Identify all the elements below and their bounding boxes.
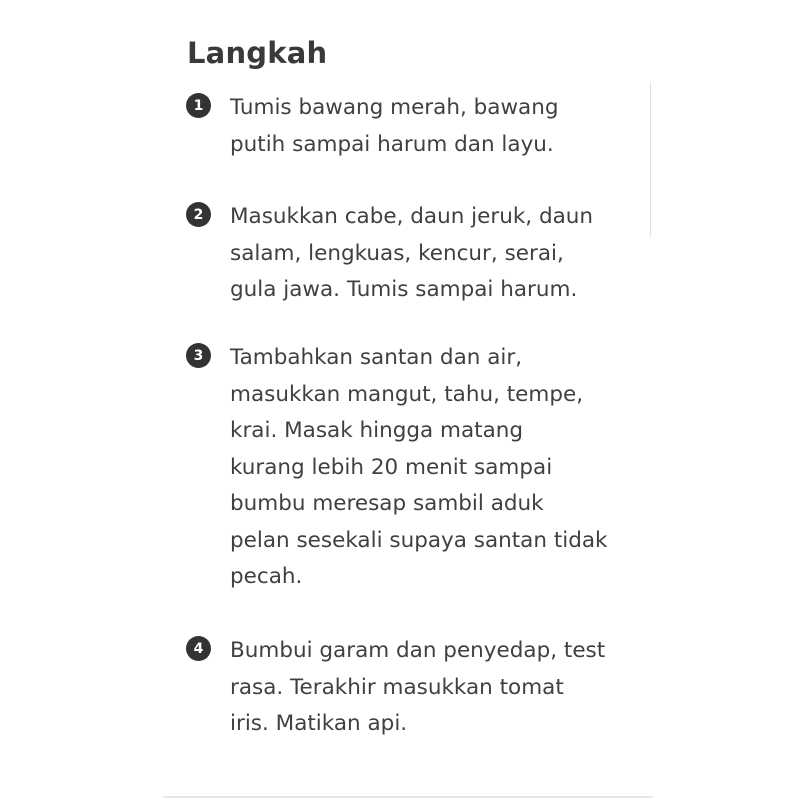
step-item-1 (186, 90, 646, 163)
step-item-2 (186, 199, 646, 309)
step-number-badge: 1 (186, 93, 211, 118)
step-number-badge: 4 (186, 636, 211, 661)
step-item-4 (186, 633, 646, 743)
step-text: Masukkan cabe, daun jeruk, daun salam, lengkuas, kencur, serai, gula jawa. Tumis sampai harum. (230, 204, 594, 302)
step-item-3 (186, 340, 646, 596)
panel-divider-vertical (650, 82, 651, 237)
panel-divider-bottom (163, 796, 653, 798)
step-text: Tumis bawang merah, bawang putih sampai harum dan layu. (230, 95, 559, 157)
step-number-badge: 3 (186, 343, 211, 368)
section-title: Langkah (187, 36, 328, 70)
step-text: Tambahkan santan dan air, masukkan mangut, tahu, tempe, krai. Masak hingga matang kurang lebih 20 menit sampai bumbu meresap sambil aduk pelan sesekali supaya santan tidak pecah. (230, 345, 608, 589)
step-text: Bumbui garam dan penyedap, test rasa. Terakhir masukkan tomat iris. Matikan api. (230, 638, 606, 736)
step-number-badge: 2 (186, 202, 211, 227)
